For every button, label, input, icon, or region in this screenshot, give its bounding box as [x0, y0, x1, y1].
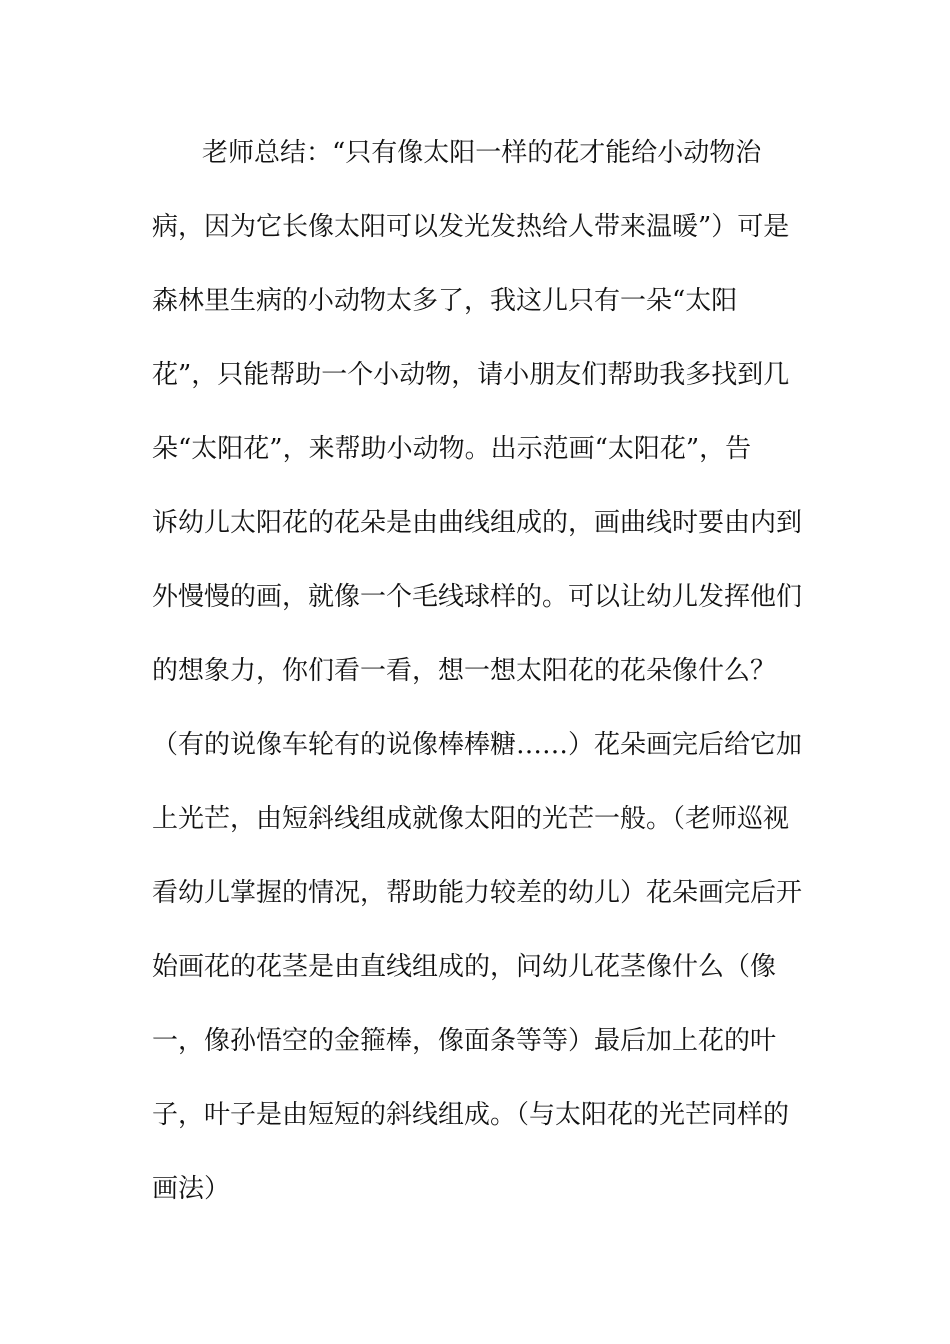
text-line: 诉幼儿太阳花的花朵是由曲线组成的，画曲线时要由内到: [152, 508, 803, 538]
text-line: 老师总结：“只有像太阳一样的花才能给小动物治: [202, 138, 762, 168]
text-line: 上光芒，由短斜线组成就像太阳的光芒一般。（老师巡视: [152, 804, 790, 834]
text-line: 的想象力，你们看一看，想一想太阳花的花朵像什么？: [152, 656, 777, 686]
text-line: 森林里生病的小动物太多了，我这儿只有一朵“太阳: [152, 286, 738, 316]
text-line: 朵“太阳花”，来帮助小动物。出示范画“太阳花”，告: [152, 434, 752, 464]
text-line: 病，因为它长像太阳可以发光发热给人带来温暖”）可是: [152, 212, 790, 242]
text-line: 子，叶子是由短短的斜线组成。（与太阳花的光芒同样的: [152, 1100, 790, 1130]
paragraph: [152, 128, 802, 1238]
text-line: 始画花的花茎是由直线组成的，问幼儿花茎像什么（像: [152, 952, 777, 982]
text-line: 花”，只能帮助一个小动物，请小朋友们帮助我多找到几: [152, 360, 790, 390]
text-line: （有的说像车轮有的说像棒棒糖……）花朵画完后给它加: [152, 730, 803, 760]
text-line: 看幼儿掌握的情况，帮助能力较差的幼儿）花朵画完后开: [152, 878, 803, 908]
text-line: 一，像孙悟空的金箍棒，像面条等等）最后加上花的叶: [152, 1026, 777, 1056]
text-line: 画法）: [152, 1174, 231, 1204]
text-line: 外慢慢的画，就像一个毛线球样的。可以让幼儿发挥他们: [152, 582, 803, 612]
